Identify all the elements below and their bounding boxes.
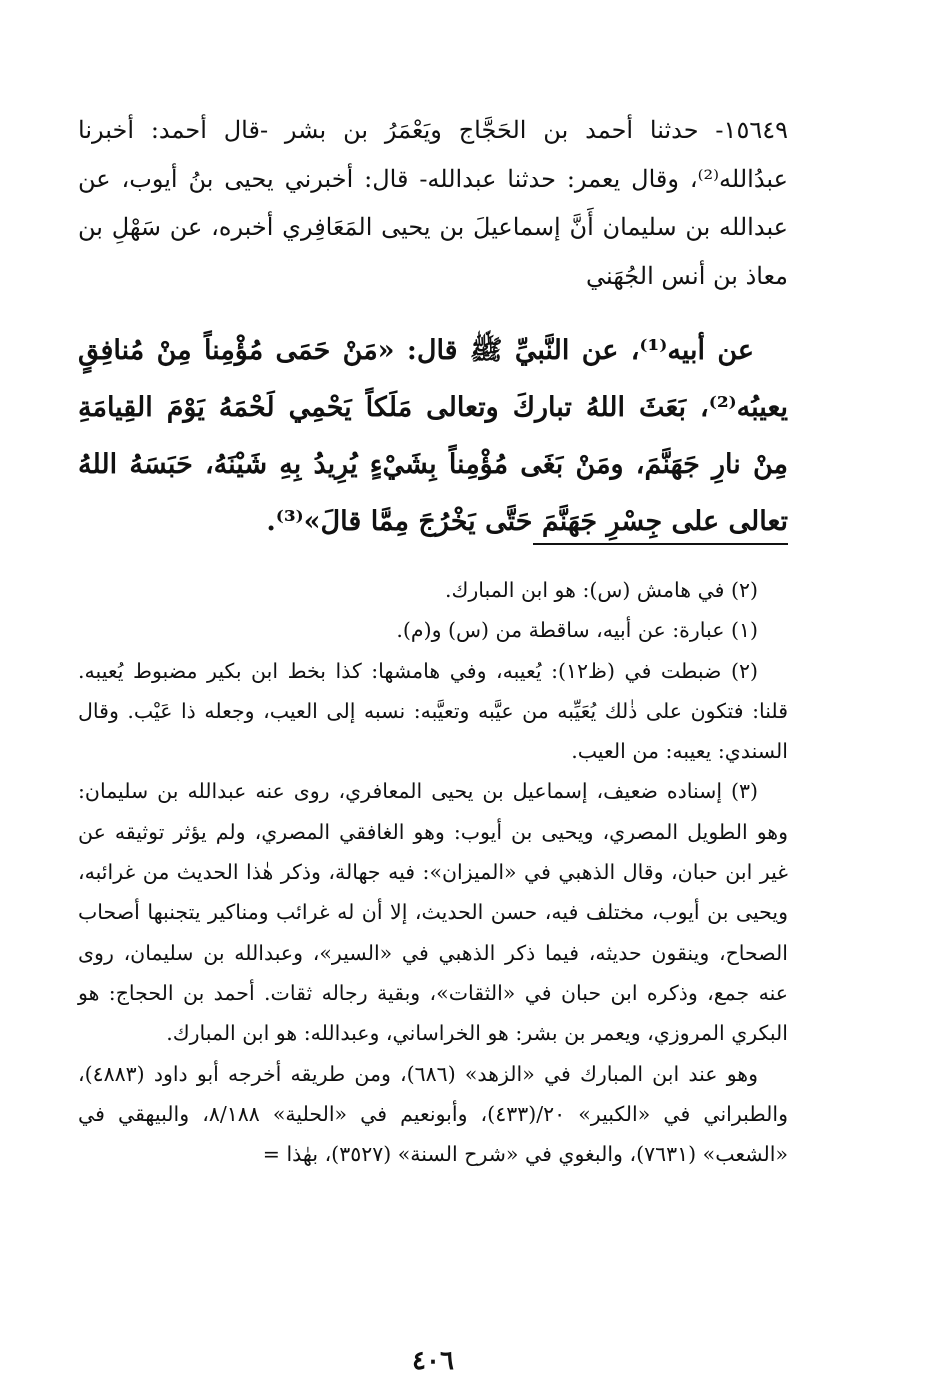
footnote: (٢) في هامش (س): هو ابن المبارك. <box>444 578 758 602</box>
footnote: (١) عبارة: عن أبيه، ساقطة من (س) و(م). <box>396 618 758 643</box>
page-body <box>78 106 789 1376</box>
footnote-continued: وهو عند ابن المبارك في «الزهد» (٦٨٦)، ومن طريقه أخرجه أبو داود (٤٨٨٣)، والطبراني في «الكبير» ٢٠/(٤٣٣)، وأبونعيم في «الحلية» ٨/١٨٨، والبيهقي في «الشعب» (٧٦٣١)، والبغوي في «شرح السنة» (٣٥٢٧)، بهٰذا = <box>78 1061 789 1167</box>
hadith-isnad: ١٥٦٤٩- حدثنا أحمد بن الحَجَّاج ويَعْمَرُ بن بشر -قال أحمد: أخبرنا عبدُالله⁽²⁾، وقال يعمر: حدثنا عبدالله- قال: أخبرني يحيى بنُ أيوب، عن عبدالله بن سليمان أَنَّ إسماعيلَ بن يحيى المَعَافِري أخبره، عن سَهْلِ بن معاذ بن أنس الجُهَني <box>78 116 788 290</box>
footnote: (٣) إسناده ضعيف، إسماعيل بن يحيى المعافري، روى عنه عبدالله بن سليمان: وهو الطويل المصري، ويحيى بن أيوب: وهو الغافقي المصري، ولم يؤثر توثيقه عن غير ابن حبان، وقال الذهبي في «الميزان»: فيه جهالة، وذكر هٰذا الحديث من غرائبه، ويحيى بن أيوب، مختلف فيه، حسن الحديث، إلا أن له غرائب ومناكير يتجنبها أصحاب الصحاح، وينقون حديثه، فيما ذكر الذهبي في «السير»، وعبدالله بن سليمان، روى عنه جمع، وذكره ابن حبان في «الثقات»، وبقية رجاله ثقات. أحمد بن الحجاج: هو البكري المروزي، ويعمر بن بشر: هو الخراساني، وعبدالله: هو ابن المبارك. <box>78 779 788 1046</box>
footnote-divider <box>533 543 788 545</box>
page-number: ٤٠٦ <box>412 1346 454 1376</box>
footnotes <box>78 570 788 1174</box>
footnote: (٢) ضبطت في (ظ١٢): يُعيبه، وفي هامشها: كذا بخط ابن بكير مضبوط يُعيبه. قلنا: فتكون على ذٰلك يُعَيِّبه من عيَّبه وتعيَّبه: نسبه إلى العيب، وجعله ذا عَيْب. وقال السندي: يعيبه: من العيب. <box>78 658 788 764</box>
hadith-matn: عن أبيه⁽¹⁾، عن النَّبيِّ ﷺ قال: «مَنْ حَمَى مُؤْمِناً مِنْ مُنافِقٍ يعيبُه⁽²⁾، بَعَثَ اللهُ تباركَ وتعالى مَلَكاً يَحْمِي لَحْمَهُ يَوْمَ القِيامَةِ مِنْ نارِ جَهَنَّمَ، ومَنْ بَغَى مُؤْمِناً بِشَيْءٍ يُرِيدُ بِهِ شَيْنَهُ، حَبَسَهُ اللهُ تعالى على جِسْرِ جَهَنَّمَ حَتَّى يَخْرُجَ مِمَّا قالَ»⁽³⁾. <box>78 335 788 537</box>
